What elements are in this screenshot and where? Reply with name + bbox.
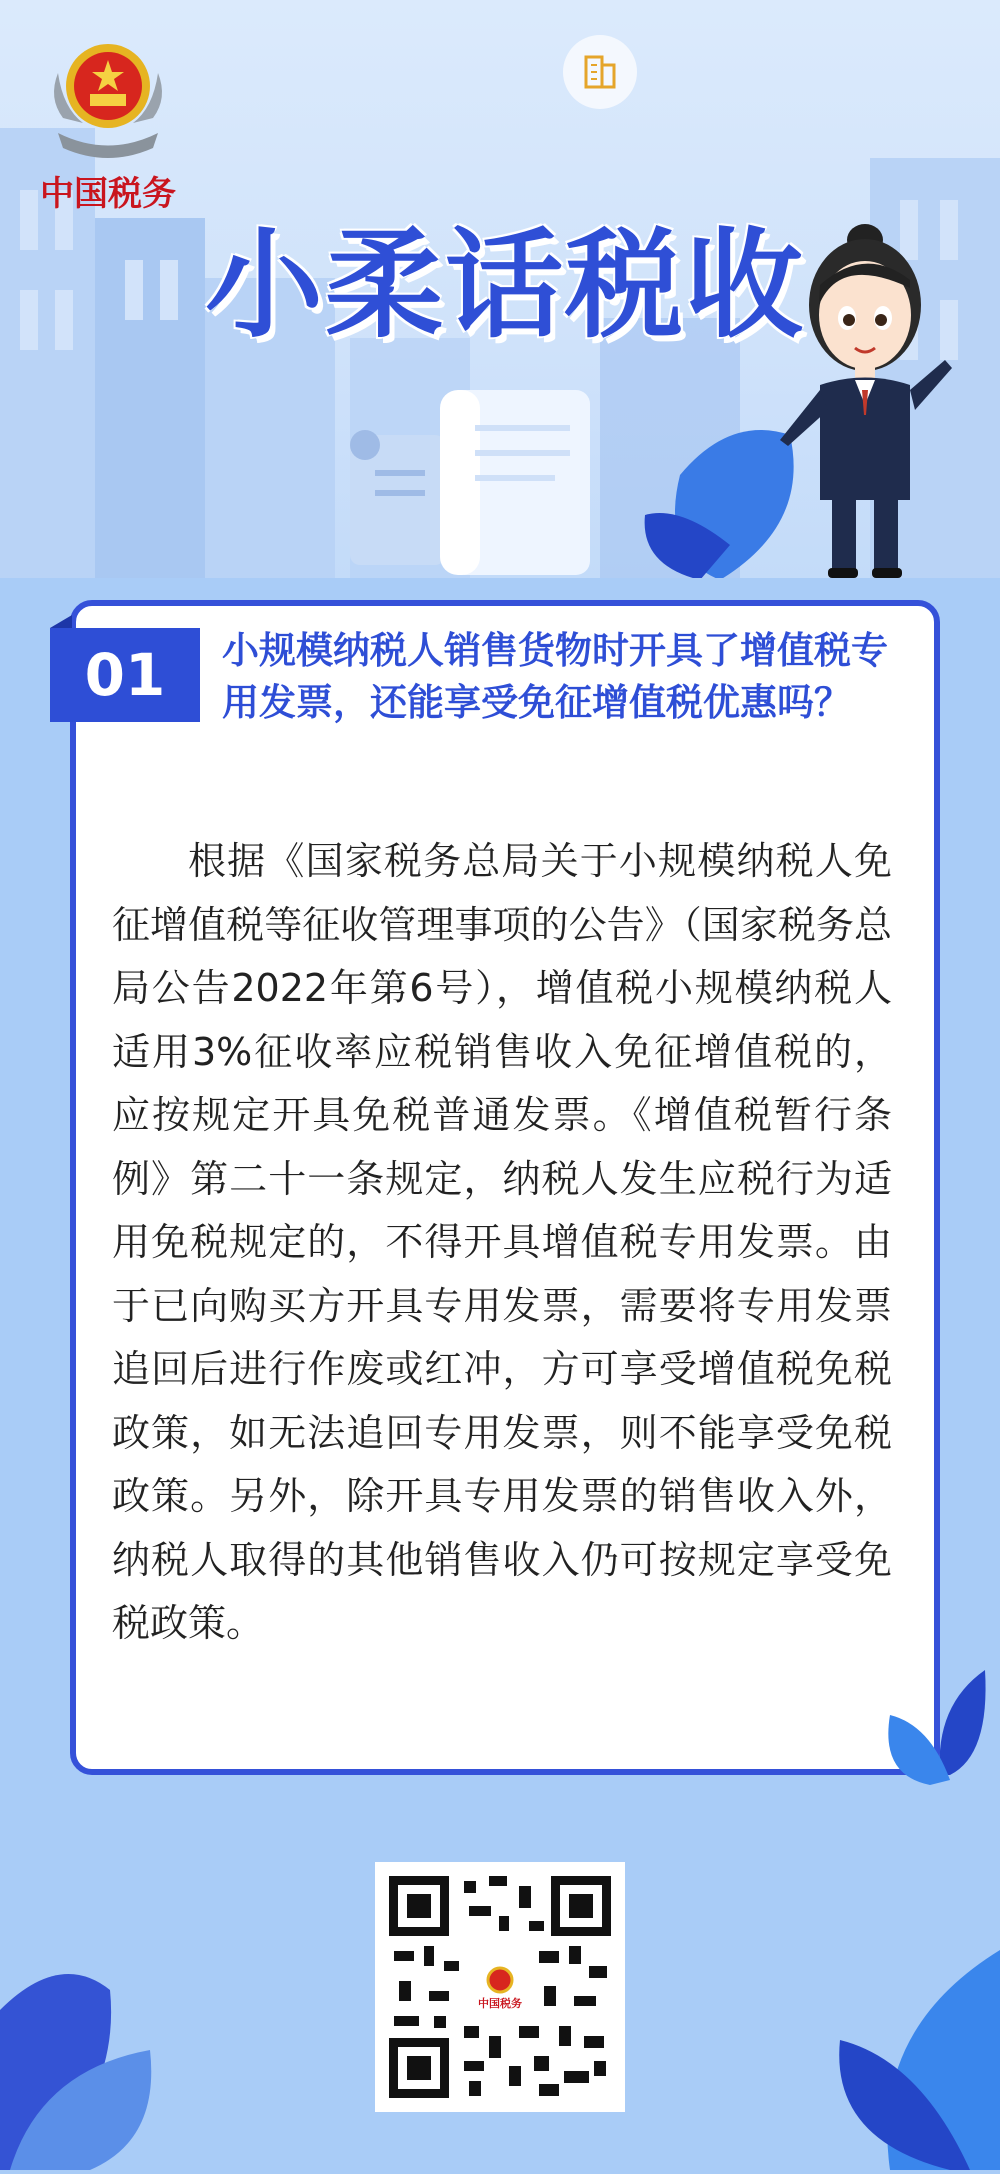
leaf-decoration	[880, 1665, 1000, 1785]
question-heading: 小规模纳税人销售货物时开具了增值税专用发票，还能享受免征增值税优惠吗？	[222, 629, 888, 724]
page-title: 小柔话税收	[205, 216, 806, 354]
question-number-badge: 01	[50, 628, 200, 722]
leaf-decoration	[830, 1950, 1000, 2170]
logo-text: 中国税务	[40, 174, 176, 214]
tax-officer-character	[770, 210, 960, 578]
header-banner	[0, 0, 1000, 578]
answer-text: 根据《国家税务总局关于小规模纳税人免征增值税等征收管理事项的公告》（国家税务总局公告2022年第6号），增值税小规模纳税人适用3%征收率应税销售收入免征增值税的，应按规定开具免税普通发票。《增值税暂行条例》第二十一条规定，纳税人发生应税行为适用免税规定的，不得开具增值税专用发票。由于已向购买方开具专用发票，需要将专用发票追回后进行作废或红冲，方可享受增值税免税政策，如无法追回专用发票，则不能享受免税政策。另外，除开具专用发票的销售收入外，纳税人取得的其他销售收入仍可按规定享受免税政策。	[112, 839, 892, 1645]
tax-emblem-logo	[38, 38, 178, 214]
badge-fold-decoration	[50, 615, 72, 628]
qr-code[interactable]	[375, 1862, 625, 2112]
building-icon	[563, 35, 637, 109]
leaf-decoration	[0, 1950, 160, 2170]
qr-logo-text: 中国税务	[478, 1997, 522, 2010]
building-decoration	[95, 218, 205, 578]
document-scroll-illustration	[350, 380, 650, 578]
